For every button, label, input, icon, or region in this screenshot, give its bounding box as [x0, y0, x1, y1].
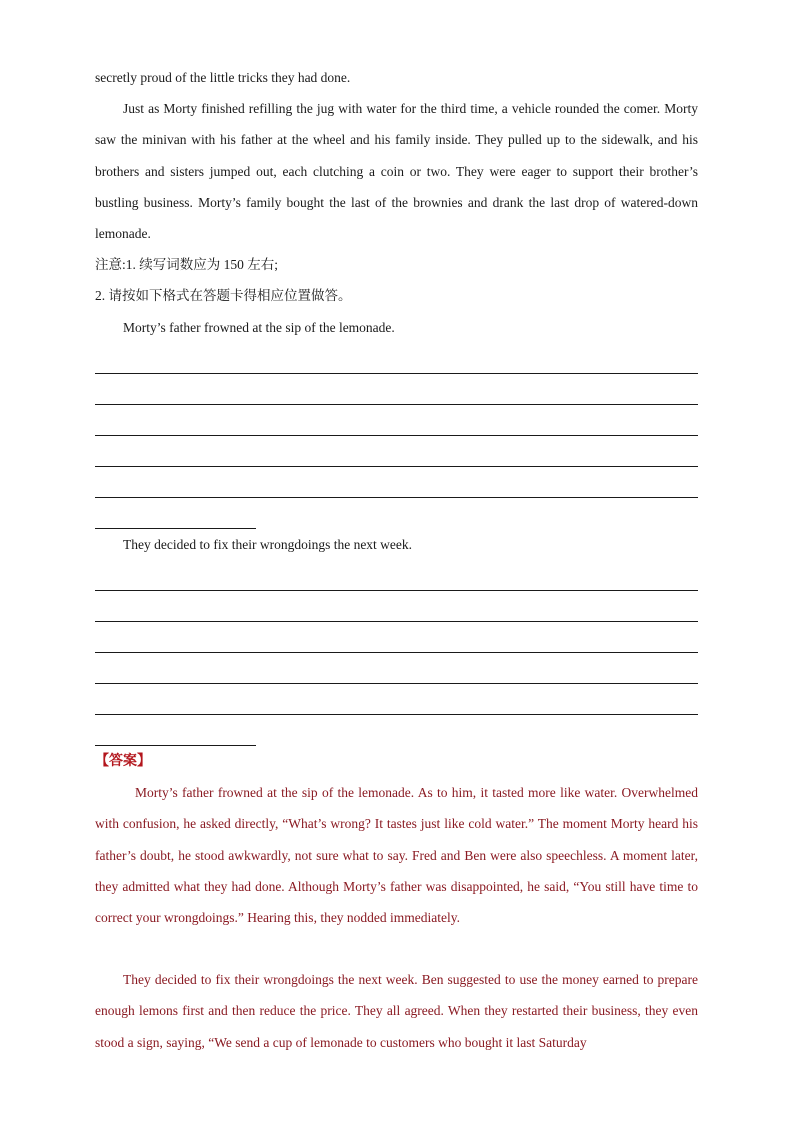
- writing-line[interactable]: [95, 560, 698, 591]
- prompt-first-paragraph: Morty’s father frowned at the sip of the lemonade.: [123, 319, 395, 335]
- story-continuation-line: secretly proud of the little tricks they had done.: [95, 70, 351, 85]
- writing-line[interactable]: [95, 591, 698, 622]
- writing-line[interactable]: [95, 436, 698, 467]
- answer-paragraph-2: They decided to fix their wrongdoings the next week. Ben suggested to use the money earned to prepare enough lemons first and then reduce the price. They all agreed. When they restarted their business, they even stood a sign, saying, “We send a cup of lemonade to customers who bought it last Saturday: [95, 972, 698, 1050]
- writing-line[interactable]: [95, 343, 698, 374]
- writing-line[interactable]: [95, 405, 698, 436]
- story-paragraph: Just as Morty finished refilling the jug with water for the third time, a vehicle rounded the comer. Morty saw the minivan with his father at the wheel and his family inside. They pulled up to the sidewalk, and his brothers and sisters jumped out, each clutching a coin or two. They were eager to support their brother’s bustling business. Morty’s family bought the last of the brownies and drank the last drop of watered-down lemonade.: [95, 101, 698, 242]
- writing-line[interactable]: [95, 374, 698, 405]
- answer-paragraph-1: Morty’s father frowned at the sip of the lemonade. As to him, it tasted more like water. Overwhelmed with confusion, he asked directly, “What’s wrong? It tastes just like cold water.” The moment Morty heard his father’s doubt, he stood awkwardly, not sure what to say. Fred and Ben were also speechless. A moment later, they admitted what they had done. Although Morty’s father was disappointed, he said, “You still have time to correct your wrongdoings.” Hearing this, they nodded immediately.: [95, 785, 698, 926]
- writing-line-short[interactable]: [95, 715, 256, 746]
- paragraph-gap: [95, 933, 698, 964]
- writing-lines-section-2: [95, 560, 698, 746]
- note-answer-format: 2. 请按如下格式在答题卡得相应位置做答。: [95, 288, 352, 304]
- writing-line[interactable]: [95, 684, 698, 715]
- writing-lines-section-1: [95, 343, 698, 529]
- document-page: [95, 62, 698, 1058]
- writing-line-short[interactable]: [95, 498, 256, 529]
- writing-line[interactable]: [95, 467, 698, 498]
- answer-label: 【答案】: [95, 753, 151, 770]
- writing-line[interactable]: [95, 622, 698, 653]
- prompt-second-paragraph: They decided to fix their wrongdoings the next week.: [123, 536, 413, 552]
- note-word-count: 注意:1. 续写词数应为 150 左右;: [95, 257, 279, 273]
- writing-line[interactable]: [95, 653, 698, 684]
